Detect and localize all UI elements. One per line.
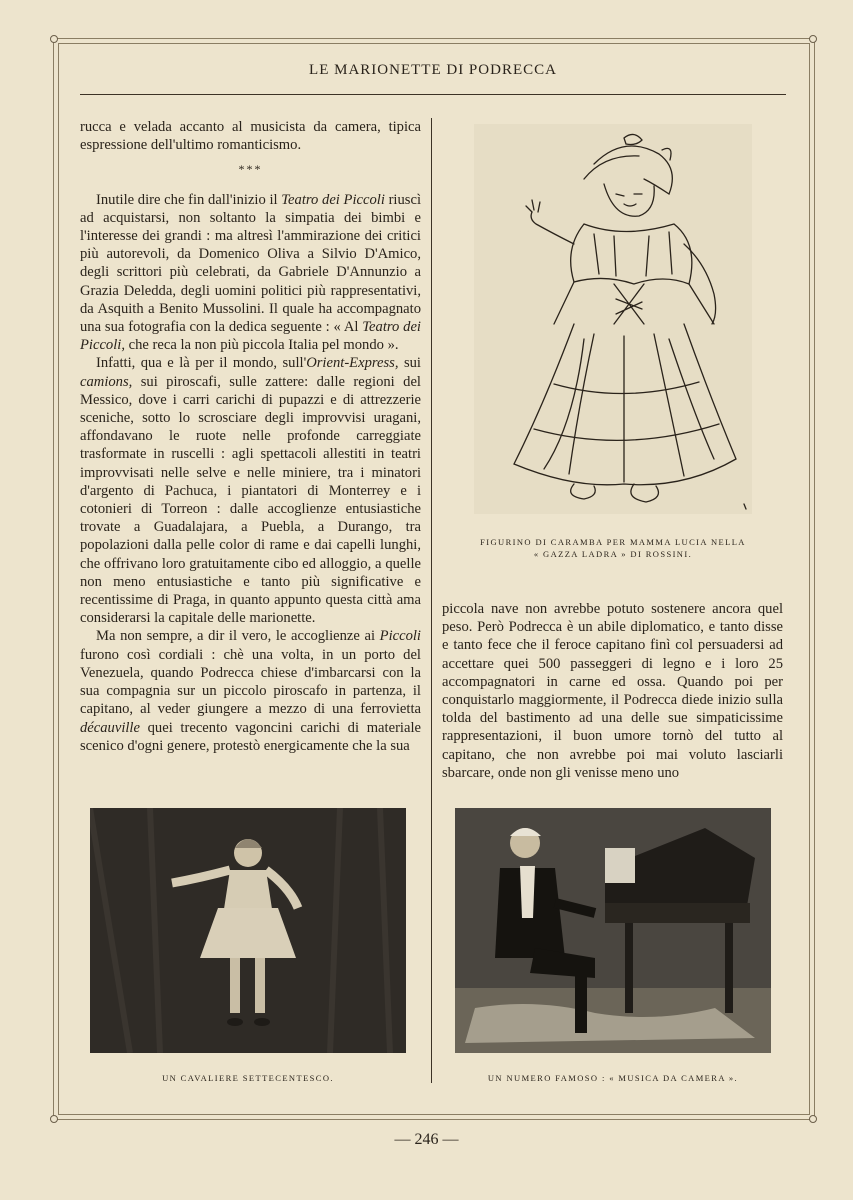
paragraph: Ma non sempre, a dir il vero, le accoglienze ai Piccoli furono così cordiali : chè una volta, in un porto del Venezuela, quando Podrecca chiese d'imbarcarsi con la sua compagnia sur un piccolo piroscafo in partenza, il capitano, al veder giungere a mezzo di una ferrovietta décauville quei trecento vagoncini carichi di materiale scenico d'ogni genere, protestò energicamente che la sua — [80, 628, 421, 754]
costume-sketch — [474, 124, 752, 514]
photo-caption-right: UN NUMERO FAMOSO : « MUSICA DA CAMERA ». — [487, 1073, 739, 1083]
paragraph: rucca e velada accanto al musicista da camera, tipica espressione dell'ultimo romanticismo. — [80, 119, 421, 154]
sketch-caption: FIGURINO DI CARAMBA PER MAMMA LUCIA NELLA « GAZZA LADRA » DI ROSSINI. — [480, 537, 746, 559]
header-rule — [80, 94, 786, 95]
page-number: — 246 — — [394, 1131, 459, 1148]
corner-ornament — [50, 1115, 58, 1123]
column-divider — [431, 118, 432, 1083]
corner-ornament — [809, 35, 817, 43]
paragraph: Infatti, qua e là per il mondo, sull'Orient-Express, sui camions, sui piroscafi, sulle zattere: dalle regioni del Messico, dove i carri carichi di pupazzi e di attrezzerie sceniche, sotto lo scrosciare degli improvvisi uragani, affondavano le ruote nelle profonde carreggiate trasformate in ruscelli : agli spettacoli allestiti in teatri improvvisati nelle selve e nelle miniere, tra i minatori d'argento di Pachuca, i piantatori di Monterrey e i cotonieri di Torreon : dalle accoglienze entusiastiche trovate a Guadalajara, a Puebla, a Durango, tra popolazioni dalla pelle color di rame e dai capelli lunghi, che offrivano loro gratuitamente cibo ed alloggio, a quelle non meno entusiastiche e tanto più significative e recentissime di Praga, in quanto appunto questa città ama considerarsi la capitale delle marionette. — [80, 355, 421, 627]
corner-ornament — [809, 1115, 817, 1123]
sketch-drawing — [474, 124, 752, 514]
photo-cavaliere — [90, 808, 406, 1053]
photo-musica-da-camera — [455, 808, 771, 1053]
corner-ornament — [50, 35, 58, 43]
right-column-text — [442, 600, 783, 782]
piano-puppet-image — [455, 808, 771, 1053]
running-header: LE MARIONETTE DI PODRECCA — [309, 62, 557, 78]
section-separator: *** — [238, 162, 263, 177]
photo-caption-left: UN CAVALIERE SETTECENTESCO. — [162, 1073, 334, 1083]
paragraph: Inutile dire che fin dall'inizio il Teatro dei Piccoli riuscì ad acquistarsi, non soltanto la simpatia dei bimbi e l'interesse dei grandi : ma altresì l'ammirazione dei critici più autorevoli, da Domenico Oliva a Silvio D'Amico, degli scrittori più celebrati, da Gabriele D'Annunzio a Grazia Deledda, degli uomini politici più rappresentativi, da Asquith a Benito Mussolini. Il quale ha accompagnato una sua fotografia con la dedica seguente : « Al Teatro dei Piccoli, che reca la non più piccola Italia pel mondo ». — [80, 191, 421, 354]
left-column-text — [80, 118, 421, 755]
cavaliere-puppet-image — [90, 808, 406, 1053]
paragraph: piccola nave non avrebbe potuto sostenere ancora quel peso. Però Podrecca è un abile diplomatico, e tanto disse e tanto fece che il feroce capitano finì col persuadersi ad accettare quei 500 passeggeri di legno e i loro 25 accompagnatori in carne ed ossa. Quando poi per conquistarlo maggiormente, il Podrecca diede inizio sulla tolda del bastimento ad una delle sue simpaticissime rappresentazioni, il buon umore tornò del tutto al capitano, che non avrebbe poi mai voluto lasciarli sbarcare, onde non gli venisse meno uno — [442, 601, 783, 781]
